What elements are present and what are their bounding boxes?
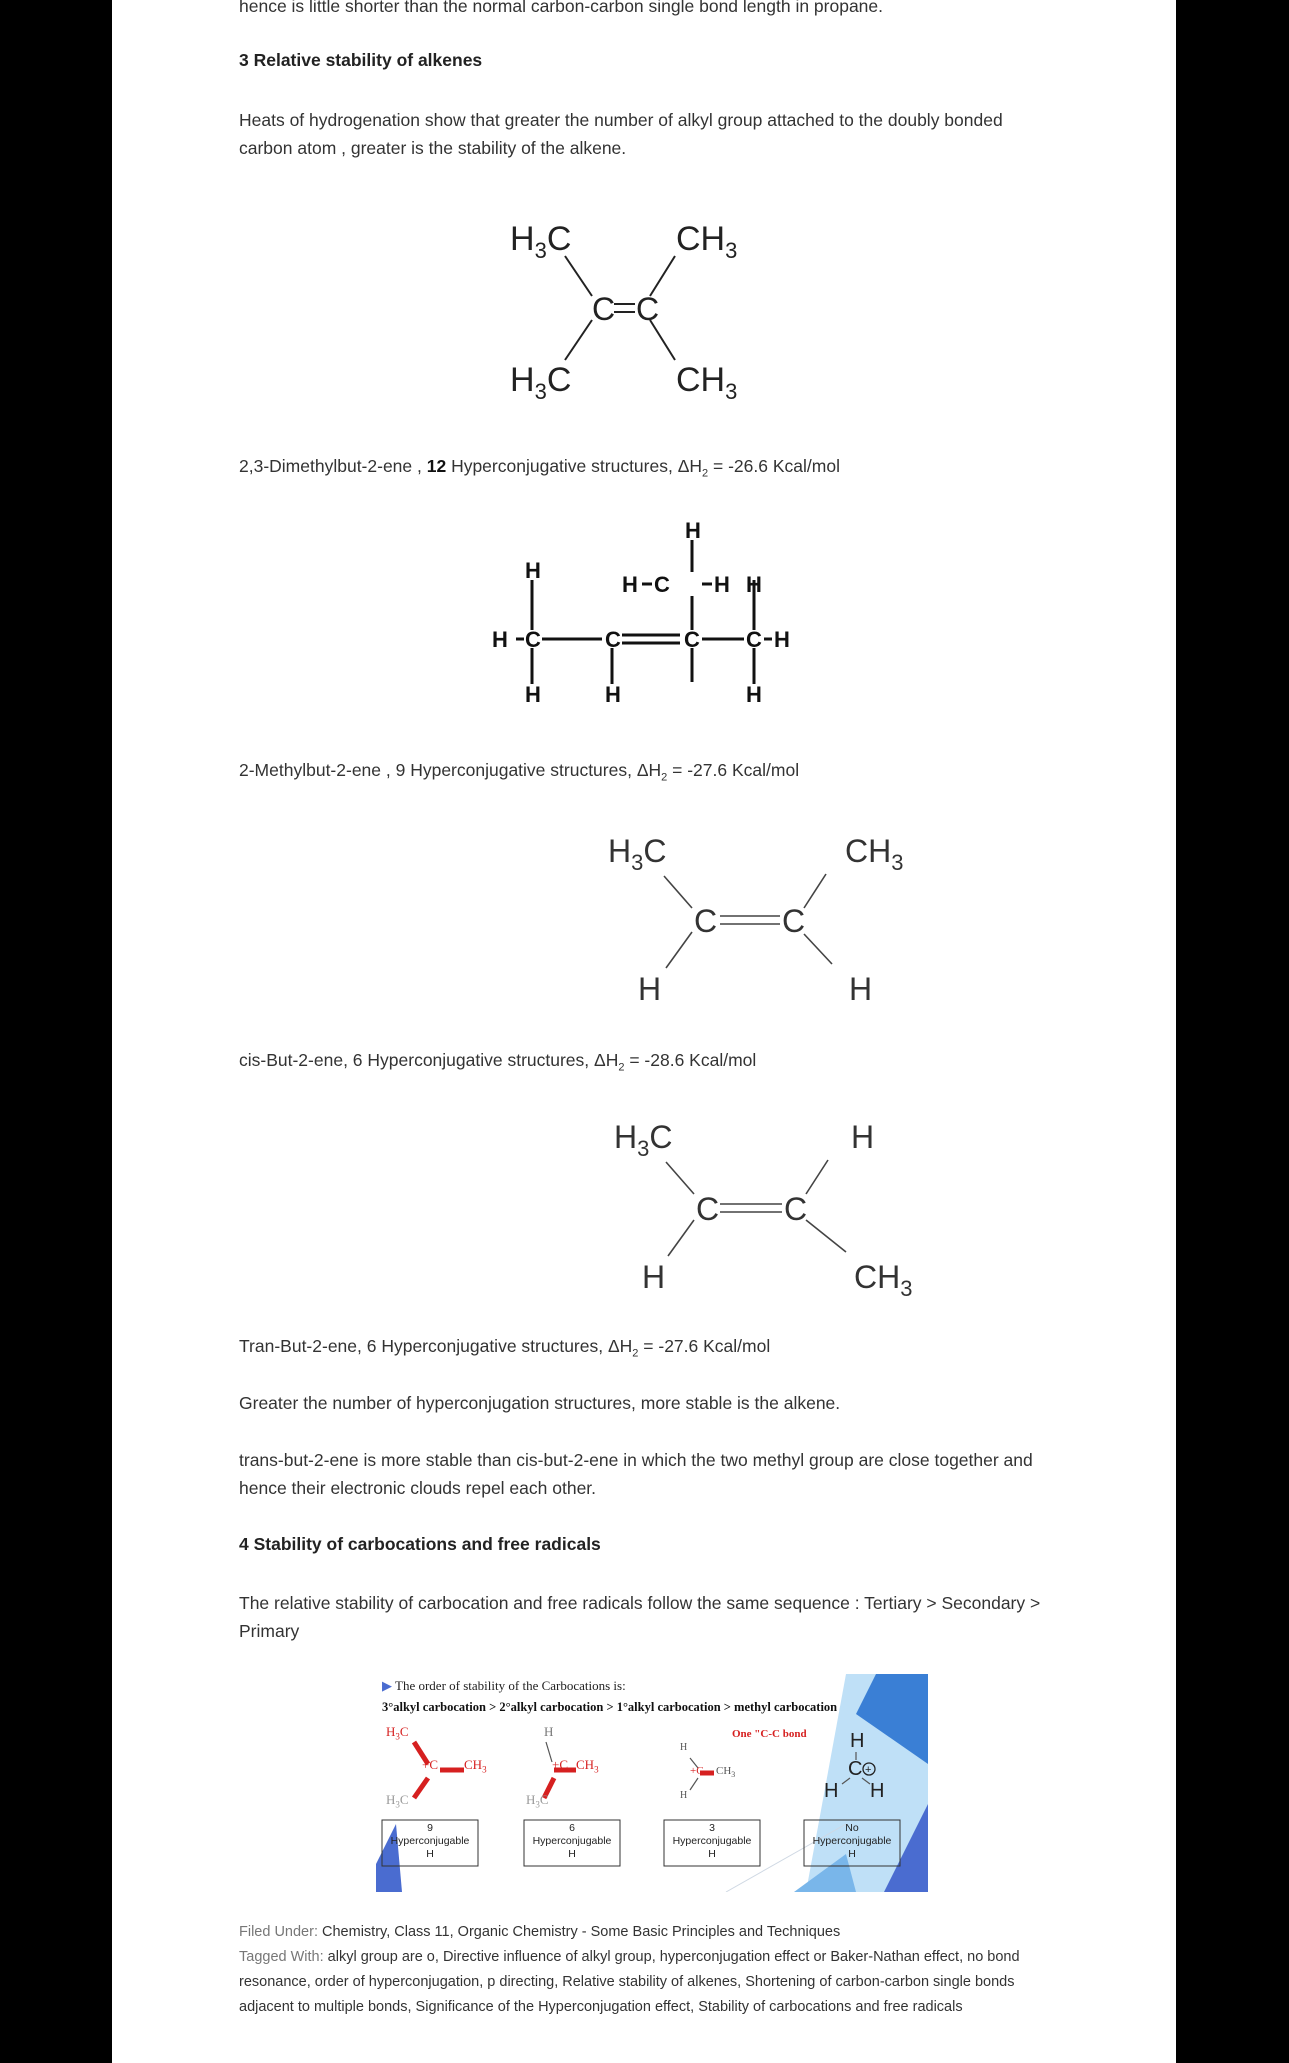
- intro-line: hence is little shorter than the normal carbon-carbon single bond length in propane.: [239, 0, 884, 16]
- svg-text:H: H: [525, 682, 541, 707]
- category-link[interactable]: Chemistry: [322, 1924, 387, 1940]
- section3-heading: 3 Relative stability of alkenes: [239, 50, 483, 70]
- carbocation-stability-figure: + ▶ The order of stability of the Carbocations is: 3°alkyl carbocation > 2°alkyl carbocation > 1°alkyl carbocation > methyl carbocation $H_3C$ +C $CH_3$ $H_3C$ H +C $CH_3$ $H_3C$ One "C-C bond H +C $CH_3$ H H C H H 9 Hyperconjugable H 6 Hyperconjugable H 3 Hyperconjugable H No Hyperconjugable H: [376, 1674, 928, 1892]
- category-link[interactable]: Class 11: [394, 1924, 450, 1940]
- tag-link[interactable]: order of hyperconjugation: [314, 1974, 480, 1990]
- svg-text:H: H: [746, 682, 762, 707]
- svg-text:H: H: [605, 682, 621, 707]
- svg-text:H: H: [525, 558, 541, 583]
- svg-text:C: C: [696, 1191, 720, 1227]
- tag-link[interactable]: no bond resonance: [239, 1949, 1020, 1990]
- tag-link[interactable]: Shortening of carbon-carbon single bonds adjacent to multiple bonds: [239, 1974, 1015, 2015]
- svg-text:H3C: $H_3C$: [614, 1119, 673, 1161]
- post-meta: [239, 1920, 1059, 2020]
- s1-br-label: $CH_3$: [676, 361, 738, 404]
- paragraph-trans: trans-but-2-ene is more stable than cis-but-2-ene in which the two methyl group are close together and hence their electronic clouds repel each other.: [239, 1450, 1033, 1498]
- svg-text:H3C: $H_3C$: [608, 833, 667, 875]
- svg-text:H: H: [746, 572, 762, 597]
- structure-methylbutene: [492, 512, 832, 712]
- svg-text:+: +: [865, 1764, 872, 1776]
- tag-link[interactable]: Relative stability of alkenes: [562, 1974, 738, 1990]
- category-link[interactable]: Organic Chemistry - Some Basic Principles and Techniques: [457, 1924, 841, 1940]
- svg-text:CH3: $CH_3$: [845, 833, 904, 875]
- svg-text:H: H: [774, 627, 790, 652]
- svg-text:H: H: [849, 971, 873, 1007]
- tag-link[interactable]: alkyl group are o: [327, 1949, 435, 1965]
- svg-text:CH3: $CH_3$: [854, 1259, 913, 1299]
- figure-title: ▶ The order of stability of the Carbocations is:: [382, 1678, 626, 1693]
- structure-trans-butene: [596, 1114, 936, 1299]
- s1-tr-label: $CH_3$: [676, 220, 738, 263]
- caption-methylbutene: 2-Methylbut-2-ene , 9 Hyperconjugative structures, $\Delta H_2 = -27.6$ Kcal/mol: [239, 760, 800, 784]
- s1-c1: C: [592, 291, 616, 327]
- structure-dimethylbutene: [500, 208, 820, 408]
- svg-text:H: H: [492, 627, 508, 652]
- svg-text:H: H: [622, 572, 638, 597]
- section4-heading: 4 Stability of carbocations and free radicals: [239, 1534, 601, 1554]
- svg-text:H: H: [642, 1259, 666, 1295]
- tag-link[interactable]: Stability of carbocations and free radicals: [698, 1999, 963, 2015]
- s1-tl-label: $H_3C$: [510, 220, 572, 263]
- filed-under: Filed Under: Chemistry, Class 11, Organic Chemistry - Some Basic Principles and Techniques: [239, 1924, 841, 1940]
- tag-link[interactable]: hyperconjugation effect or Baker-Nathan effect: [659, 1949, 960, 1965]
- caption-cis-butene: cis-But-2-ene, 6 Hyperconjugative structures, $\Delta H_2 = -28.6$ Kcal/mol: [239, 1050, 757, 1074]
- structure-cis-butene: [592, 828, 932, 1013]
- paragraph-greater: Greater the number of hyperconjugation structures, more stable is the alkene.: [239, 1393, 841, 1413]
- svg-text:H: H: [685, 518, 701, 543]
- s1-c2: C: [636, 291, 660, 327]
- s1-tr-data: CH3: [713, 286, 716, 287]
- box-tertiary: 9 Hyperconjugable H: [390, 1822, 470, 1860]
- svg-text:C: C: [746, 627, 762, 652]
- svg-text:C: C: [654, 572, 670, 597]
- box-methyl: No Hyperconjugable H: [812, 1822, 892, 1860]
- svg-text:C: C: [784, 1191, 808, 1227]
- tag-link[interactable]: p directing: [487, 1974, 555, 1990]
- section3-paragraph: Heats of hydrogenation show that greater the number of alkyl group attached to the doubly bonded carbon atom , greater is the stability of the alkene.: [239, 110, 1003, 158]
- s1-bl-label: $H_3C$: [510, 361, 572, 404]
- caption-dimethylbutene: 2,3-Dimethylbut-2-ene , 12 Hyperconjugative structures, $\Delta H_2 = -26.6$ Kcal/mol: [239, 456, 840, 480]
- section4-paragraph: The relative stability of carbocation and free radicals follow the same sequence : Tertiary > Secondary > Primary: [239, 1593, 1041, 1641]
- tag-link[interactable]: Significance of the Hyperconjugation effect: [415, 1999, 691, 2015]
- svg-text:C: C: [525, 627, 541, 652]
- article-page: [112, 0, 1176, 2063]
- tagged-with: Tagged With: alkyl group are o, Directive influence of alkyl group, hyperconjugation effect or Baker-Nathan effect, no bond resonance, order of hyperconjugation, p directing, Relative stability of alkenes, Shortening of carbon-carbon single bonds adjacent to multiple bonds, Significance of the Hyperconjugation effect, Stability of carbocations and free radicals: [239, 1949, 1020, 2015]
- figure-order-row: 3°alkyl carbocation > 2°alkyl carbocation > 1°alkyl carbocation > methyl carbocation: [382, 1700, 838, 1714]
- caption-trans-butene: Tran-But-2-ene, 6 Hyperconjugative structures, $\Delta H_2 = -27.6$ Kcal/mol: [239, 1336, 771, 1360]
- svg-text:H: H: [851, 1119, 875, 1155]
- svg-text:C: C: [605, 627, 621, 652]
- svg-text:H: H: [714, 572, 730, 597]
- svg-text:H: H: [638, 971, 662, 1007]
- svg-text:C: C: [684, 627, 700, 652]
- figure-note: One "C-C bond: [732, 1728, 807, 1740]
- svg-text:C: C: [782, 903, 806, 939]
- box-primary: 3 Hyperconjugable H: [672, 1822, 752, 1860]
- box-secondary: 6 Hyperconjugable H: [532, 1822, 612, 1860]
- tag-link[interactable]: Directive influence of alkyl group: [442, 1949, 652, 1965]
- svg-text:C: C: [694, 903, 718, 939]
